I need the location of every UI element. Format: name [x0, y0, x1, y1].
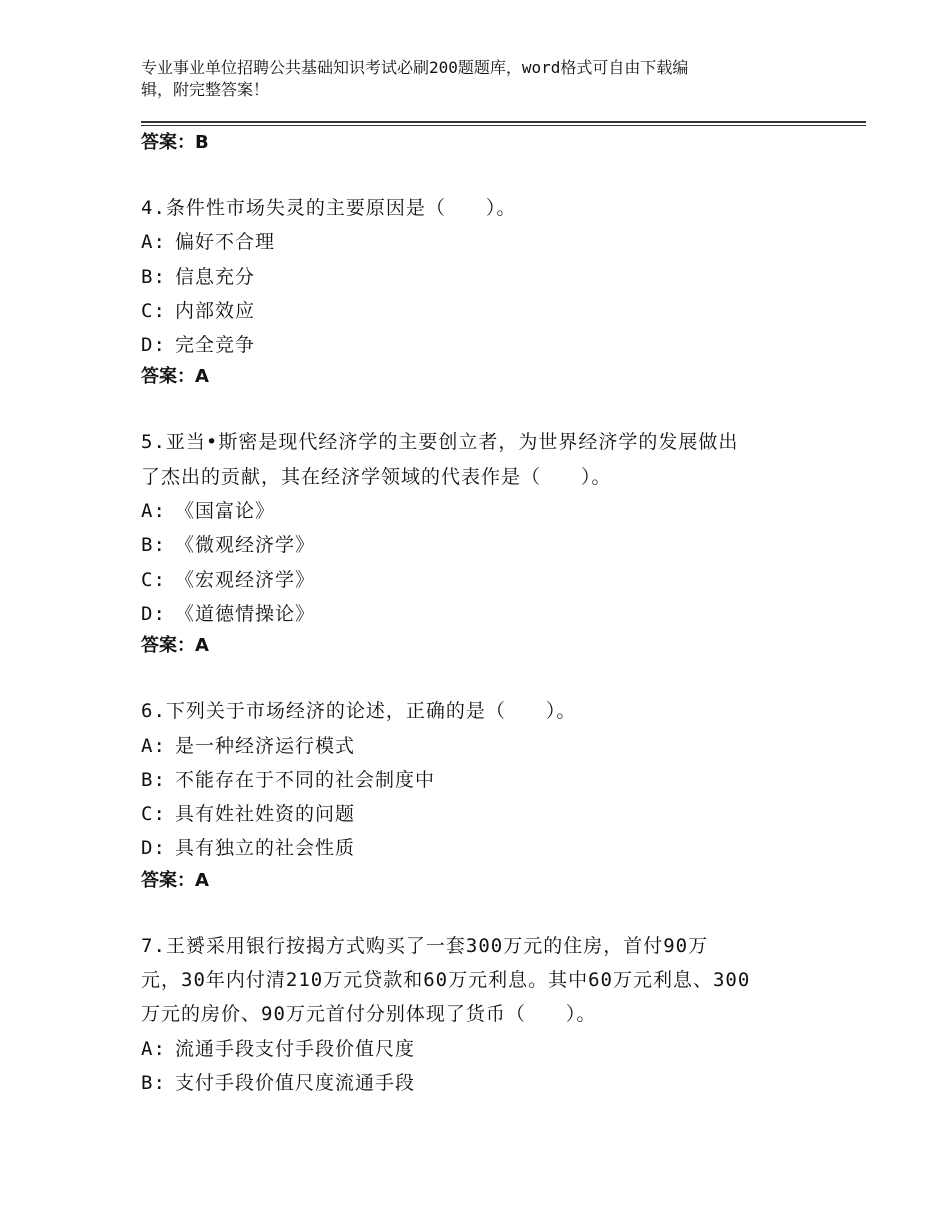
option-key: C:	[141, 568, 166, 591]
option-key: D:	[141, 334, 166, 357]
option-key: D:	[141, 837, 166, 860]
option-item	[141, 729, 821, 763]
option-item	[141, 294, 821, 328]
option-text: 内部效应	[175, 299, 256, 322]
question-block	[141, 694, 821, 895]
option-key: A:	[141, 1037, 166, 1060]
option-text: 信息充分	[175, 265, 256, 288]
option-item	[141, 763, 821, 797]
option-item	[141, 797, 821, 831]
header-rule	[141, 121, 866, 123]
question-text: 万元的房价、90万元首付分别体现了货币（ ）。	[141, 1003, 597, 1026]
option-key: B:	[141, 265, 166, 288]
option-text: 支付手段价值尺度流通手段	[175, 1071, 416, 1094]
answer-line: 答案：A	[141, 869, 209, 891]
option-item	[141, 563, 821, 597]
option-item	[141, 597, 821, 631]
question-text: 5.亚当•斯密是现代经济学的主要创立者，为世界经济学的发展做出	[141, 431, 739, 454]
option-item	[141, 1066, 821, 1100]
header-line-1: 专业事业单位招聘公共基础知识考试必刷200题题库，word格式可自由下载编	[141, 58, 689, 77]
questions-container	[141, 191, 821, 1100]
question-list	[141, 128, 821, 1100]
option-text: 《国富论》	[175, 500, 276, 523]
option-text: 是一种经济运行模式	[175, 734, 356, 757]
question-text: 7.王赟采用银行按揭方式购买了一套300万元的住房，首付90万	[141, 934, 709, 957]
option-key: A:	[141, 734, 166, 757]
question-block	[141, 191, 821, 392]
answer-line: 答案：A	[141, 366, 209, 388]
option-item	[141, 528, 821, 562]
option-item	[141, 225, 821, 259]
option-key: C:	[141, 803, 166, 826]
option-text: 流通手段支付手段价值尺度	[175, 1037, 416, 1060]
question-block	[141, 425, 821, 661]
option-item	[141, 1032, 821, 1066]
document-header	[141, 57, 791, 101]
option-text: 《宏观经济学》	[175, 568, 316, 591]
option-key: A:	[141, 500, 166, 523]
answer-line: 答案：B	[141, 132, 209, 153]
question-text: 元，30年内付清210万元贷款和60万元利息。其中60万元利息、300	[141, 969, 751, 992]
option-key: B:	[141, 1071, 166, 1094]
option-key: A:	[141, 231, 166, 254]
header-line-2: 辑，附完整答案！	[141, 80, 270, 99]
answer-line: 答案：A	[141, 635, 209, 657]
option-text: 偏好不合理	[175, 231, 276, 254]
option-item	[141, 494, 821, 528]
question-text: 了杰出的贡献，其在经济学领域的代表作是（ ）。	[141, 465, 612, 488]
option-key: B:	[141, 534, 166, 557]
option-text: 不能存在于不同的社会制度中	[175, 768, 436, 791]
option-text: 具有姓社姓资的问题	[175, 803, 356, 826]
option-text: 具有独立的社会性质	[175, 837, 356, 860]
option-item	[141, 831, 821, 865]
question-text: 4.条件性市场失灵的主要原因是（ ）。	[141, 197, 517, 219]
option-key: D:	[141, 602, 166, 625]
option-text: 《道德情操论》	[175, 602, 316, 625]
header-rule-thin	[141, 125, 866, 126]
option-key: C:	[141, 299, 166, 322]
option-text: 《微观经济学》	[175, 534, 316, 557]
option-item	[141, 328, 821, 362]
option-item	[141, 260, 821, 294]
option-text: 完全竞争	[175, 334, 256, 357]
option-key: B:	[141, 768, 166, 791]
question-text: 6.下列关于市场经济的论述，正确的是（ ）。	[141, 700, 577, 723]
question-block	[141, 929, 821, 1100]
